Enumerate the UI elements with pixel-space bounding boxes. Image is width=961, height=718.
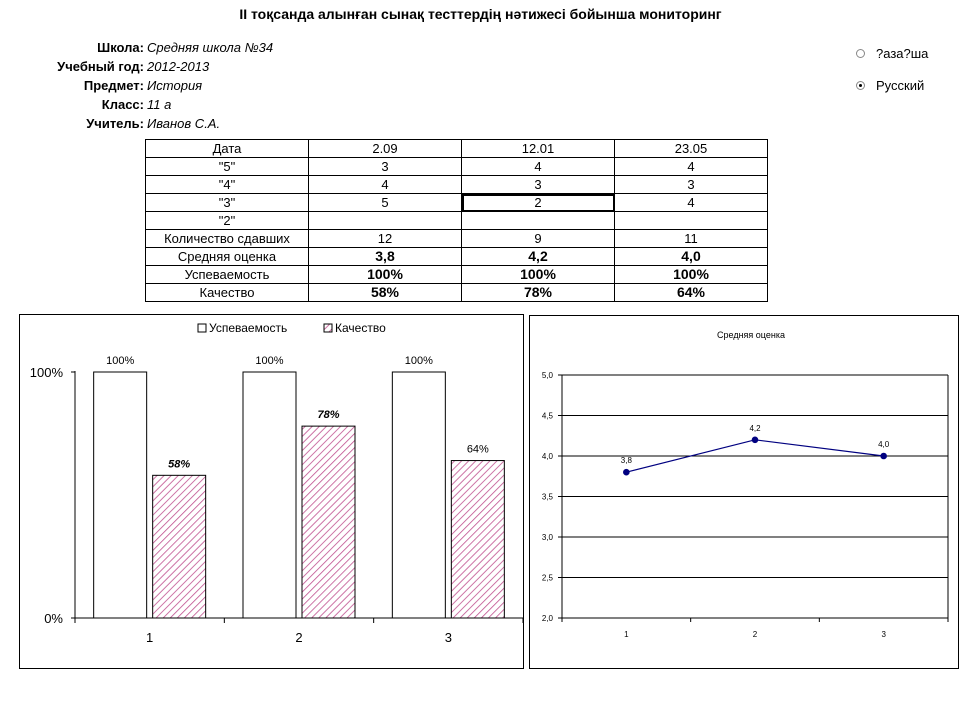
row-label[interactable]: Средняя оценка	[146, 248, 309, 266]
table-row	[146, 194, 768, 212]
row-label[interactable]: "4"	[146, 176, 309, 194]
bar-uspevaemost	[94, 372, 147, 618]
y-tick-label: 3,5	[541, 492, 553, 502]
data-label-uspevaemost: 100%	[255, 355, 284, 367]
bar-kachestvo	[153, 475, 206, 618]
table-cell[interactable]: 58%	[309, 284, 462, 302]
table-cell[interactable]: 100%	[615, 266, 768, 284]
table-cell[interactable]: 3	[462, 176, 615, 194]
row-label[interactable]: "2"	[146, 212, 309, 230]
data-point	[880, 453, 887, 460]
table-row	[146, 248, 768, 266]
data-label: 3,8	[620, 456, 632, 466]
row-label[interactable]: Успеваемость	[146, 266, 309, 284]
legend-label-2: Качество	[335, 321, 386, 335]
subject-value: История	[147, 78, 203, 93]
table-row	[146, 140, 768, 158]
table-row	[146, 176, 768, 194]
table-cell[interactable]: 64%	[615, 284, 768, 302]
row-label[interactable]: "5"	[146, 158, 309, 176]
bar-kachestvo	[302, 426, 355, 618]
language-kazakh-label[interactable]: ?аза?ша	[876, 45, 929, 61]
table-cell[interactable]: 3	[309, 158, 462, 176]
table-cell[interactable]: 12	[309, 230, 462, 248]
data-label-kachestvo: 64%	[466, 443, 489, 456]
page-title: II тоқсанда алынған сынақ тесттердің нәтижесі бойынша мониторинг	[239, 6, 722, 22]
info-row-teacher	[20, 114, 273, 133]
table-row	[146, 158, 768, 176]
info-block	[20, 38, 273, 133]
data-point	[752, 437, 759, 444]
y-tick-label: 2,5	[541, 573, 553, 583]
x-tick-label: 1	[146, 630, 154, 645]
data-label-kachestvo: 58%	[168, 458, 191, 471]
table-row	[146, 284, 768, 302]
y-tick-label: 4,0	[541, 452, 553, 461]
table-cell[interactable]	[309, 212, 462, 230]
y-tick-label: 100%	[29, 365, 63, 380]
school-value: Средняя школа №34	[147, 40, 274, 55]
row-label[interactable]: "3"	[146, 194, 309, 212]
y-tick-label: 2,0	[541, 614, 553, 623]
table-cell[interactable]: 9	[462, 230, 615, 248]
table-cell[interactable]: 12.01	[462, 140, 615, 158]
table-cell[interactable]: 3,8	[309, 248, 462, 266]
data-label: 4,0	[878, 440, 890, 449]
y-tick-label: 0%	[44, 611, 63, 626]
table-cell[interactable]: 4,0	[615, 248, 768, 266]
table-cell[interactable]: 4	[615, 194, 768, 212]
school-label: Школа:	[97, 40, 144, 55]
row-label[interactable]: Дата	[146, 140, 309, 158]
class-label: Класс:	[101, 97, 144, 112]
table-cell[interactable]: 100%	[462, 266, 615, 284]
x-tick-label: 3	[444, 630, 452, 645]
table-cell[interactable]: 4	[615, 158, 768, 176]
data-label-kachestvo: 78%	[317, 409, 340, 422]
language-option-russian[interactable]	[856, 76, 928, 94]
info-row-subject	[20, 76, 273, 95]
table-cell[interactable]: 78%	[462, 284, 615, 302]
x-tick-label: 2	[295, 630, 303, 645]
table-cell[interactable]: 2.09	[309, 140, 462, 158]
table-cell[interactable]: 2	[462, 194, 615, 212]
language-russian-label[interactable]: Русский	[876, 77, 925, 93]
table-row	[146, 230, 768, 248]
table-cell[interactable]: 5	[309, 194, 462, 212]
table-cell[interactable]: 3	[615, 176, 768, 194]
bar-uspevaemost	[243, 372, 296, 618]
line-chart-panel	[529, 315, 959, 669]
data-label-uspevaemost: 100%	[404, 355, 433, 367]
table-row	[146, 266, 768, 284]
y-tick-label: 4,5	[541, 411, 553, 421]
table-cell[interactable]: 4	[309, 176, 462, 194]
info-row-year	[20, 57, 273, 76]
class-value: 11 а	[147, 97, 172, 112]
results-table	[145, 139, 768, 302]
bar-chart	[20, 315, 523, 668]
radio-russian[interactable]	[856, 81, 865, 90]
table-cell[interactable]: 4	[462, 158, 615, 176]
teacher-label: Учитель:	[86, 116, 144, 131]
table-cell[interactable]: 23.05	[615, 140, 768, 158]
info-row-class	[20, 95, 273, 114]
table-cell[interactable]: 11	[615, 230, 768, 248]
table-cell[interactable]: 100%	[309, 266, 462, 284]
legend-swatch-2	[324, 324, 332, 332]
bar-uspevaemost	[392, 372, 445, 618]
x-tick-label: 1	[624, 630, 629, 639]
table-cell[interactable]: 4,2	[462, 248, 615, 266]
data-label: 4,2	[749, 423, 761, 433]
row-label[interactable]: Количество сдавших	[146, 230, 309, 248]
x-tick-label: 3	[881, 630, 886, 639]
line-chart	[530, 316, 958, 668]
legend-label-1: Успеваемость	[209, 321, 288, 335]
language-option-kazakh[interactable]	[856, 44, 928, 62]
table-cell[interactable]	[462, 212, 615, 230]
chart-title: Средняя оценка	[717, 330, 785, 340]
subject-label: Предмет:	[83, 78, 144, 93]
table-cell[interactable]	[615, 212, 768, 230]
x-tick-label: 2	[752, 630, 758, 639]
year-value: 2012-2013	[147, 59, 210, 74]
y-tick-label: 5,0	[541, 371, 553, 380]
year-label: Учебный год:	[57, 59, 144, 74]
y-tick-label: 3,0	[541, 533, 553, 542]
bar-chart-panel	[19, 314, 524, 669]
language-selector	[856, 44, 928, 108]
legend-swatch-1	[198, 324, 206, 332]
data-label-uspevaemost: 100%	[106, 355, 135, 367]
row-label[interactable]: Качество	[146, 284, 309, 302]
bar-kachestvo	[451, 461, 504, 618]
data-point	[623, 469, 630, 476]
radio-kazakh[interactable]	[856, 49, 865, 58]
info-row-school	[20, 38, 273, 57]
teacher-value: Иванов С.А.	[147, 116, 221, 131]
table-row	[146, 212, 768, 230]
